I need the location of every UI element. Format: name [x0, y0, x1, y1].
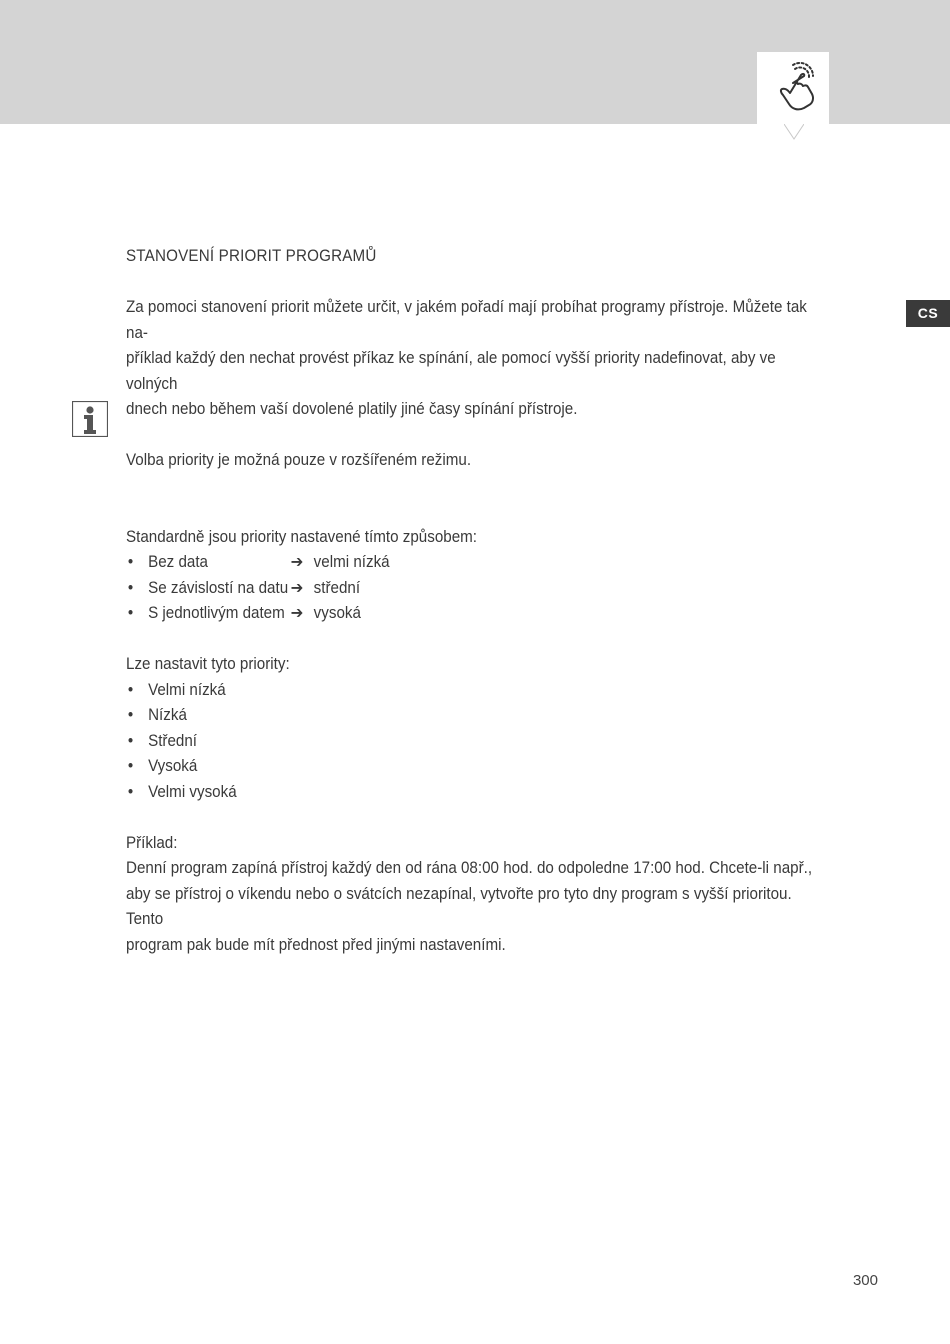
touch-tab: [757, 52, 829, 124]
info-icon: [72, 401, 108, 437]
bullet: •: [127, 757, 134, 775]
bullet: •: [127, 553, 134, 571]
page-number: 300: [852, 1272, 878, 1289]
content: [126, 244, 825, 958]
intro-line: příklad každý den nechat provést příkaz ke spínání, ale pomocí vyšší priority nadefinovat, aby ve volných: [126, 349, 776, 393]
bullet: •: [127, 731, 134, 750]
list-item: [126, 550, 825, 576]
bullet: •: [127, 578, 134, 597]
language-badge: CS: [906, 300, 950, 327]
level-label: Velmi vysoká: [148, 782, 237, 801]
level-label: Střední: [148, 731, 198, 750]
list-item: [126, 576, 825, 602]
bullet: •: [127, 680, 134, 699]
info-note: Volba priority je možná pouze v rozšířeném režimu.: [126, 451, 472, 469]
section-title: STANOVENÍ PRIORIT PROGRAMŮ: [126, 247, 377, 265]
intro-line: Za pomoci stanovení priorit můžete určit, v jakém pořadí mají probíhat programy přístroje. Můžete tak na-: [126, 298, 807, 342]
bullet: •: [127, 706, 134, 724]
levels-heading: Lze nastavit tyto priority:: [126, 655, 290, 673]
default-label: Se závislostí na datu: [148, 578, 289, 597]
list-item: [126, 780, 825, 806]
level-label: Vysoká: [148, 757, 198, 775]
bullet: •: [127, 782, 134, 801]
example-heading: Příklad:: [126, 833, 178, 852]
touch-hand-icon: [757, 52, 829, 124]
level-label: Nízká: [148, 706, 187, 724]
list-item: [126, 678, 825, 704]
intro-line: dnech nebo během vaší dovolené platily jiné časy spínání přístroje.: [126, 400, 578, 418]
default-value: střední: [313, 578, 361, 597]
example-line: program pak bude mít přednost před jinými nastaveními.: [126, 935, 506, 954]
default-value: velmi nízká: [313, 553, 390, 571]
default-value: vysoká: [313, 604, 361, 622]
tab-pointer: [784, 124, 804, 140]
example-line: aby se přístroj o víkendu nebo o svátcích nezapínal, vytvořte pro tyto dny program s vyšší prioritou. Tento: [126, 884, 792, 928]
arrow-right-icon: ➔: [290, 604, 304, 622]
arrow-right-icon: ➔: [290, 578, 304, 597]
defaults-list: [126, 550, 825, 627]
intro-paragraph: [126, 295, 825, 423]
arrow-right-icon: ➔: [290, 553, 304, 571]
list-item: [126, 729, 825, 755]
level-label: Velmi nízká: [148, 680, 226, 699]
default-label: S jednotlivým datem: [148, 604, 285, 622]
list-item: [126, 601, 825, 627]
example-line: Denní program zapíná přístroj každý den od rána 08:00 hod. do odpoledne 17:00 hod. Chcete-li např.,: [126, 859, 813, 877]
list-item: [126, 703, 825, 729]
list-item: [126, 754, 825, 780]
default-label: Bez data: [148, 553, 209, 571]
bullet: •: [127, 604, 134, 622]
levels-list: [126, 678, 825, 806]
example-paragraph: [126, 856, 825, 958]
defaults-heading: Standardně jsou priority nastavené tímto způsobem:: [126, 527, 478, 546]
